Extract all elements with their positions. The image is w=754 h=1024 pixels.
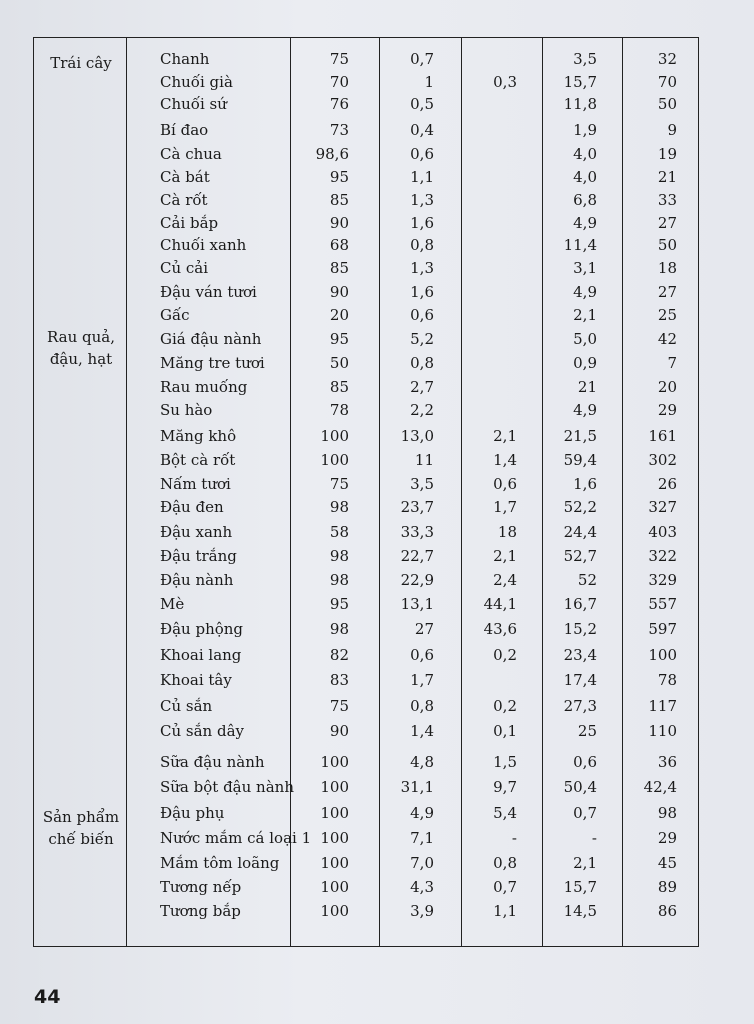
column-divider <box>126 38 127 946</box>
value-c4: 16,7 <box>563 595 597 613</box>
value-c4: 0,9 <box>573 354 597 372</box>
value-c4: 24,4 <box>563 523 597 541</box>
value-c4: 15,2 <box>563 620 597 638</box>
value-c2: 4,9 <box>410 804 434 822</box>
value-c5: 50 <box>657 236 677 254</box>
nutrition-table <box>33 37 699 947</box>
value-c5: 86 <box>657 902 677 920</box>
value-c5: 302 <box>648 451 677 469</box>
value-c3: 1,1 <box>493 902 517 920</box>
food-name: Bí đao <box>160 121 209 139</box>
value-c2: 0,8 <box>410 236 434 254</box>
value-c4: 4,9 <box>573 401 597 419</box>
value-c2: 0,6 <box>410 306 434 324</box>
value-c5: 597 <box>648 620 677 638</box>
value-c5: 36 <box>657 753 677 771</box>
value-c5: 89 <box>657 878 677 896</box>
group-label-line: chế biến <box>48 830 114 848</box>
value-c1: 70 <box>329 73 349 91</box>
value-c2: 1,6 <box>410 214 434 232</box>
food-name: Nước mắm cá loại 1 <box>160 829 312 847</box>
value-c5: 327 <box>648 498 677 516</box>
value-c5: 20 <box>657 378 677 396</box>
value-c3: 43,6 <box>483 620 517 638</box>
value-c1: 100 <box>320 902 349 920</box>
value-c5: 98 <box>657 804 677 822</box>
value-c4: 59,4 <box>563 451 597 469</box>
food-name: Củ sắn dây <box>160 722 244 740</box>
food-name: Sữa đậu nành <box>160 753 265 771</box>
value-c5: 26 <box>657 475 677 493</box>
value-c1: 98 <box>329 547 349 565</box>
value-c4: 4,9 <box>573 283 597 301</box>
value-c3: 1,7 <box>493 498 517 516</box>
value-c1: 50 <box>329 354 349 372</box>
value-c5: 117 <box>648 697 677 715</box>
value-c2: 33,3 <box>400 523 434 541</box>
value-c4: 50,4 <box>563 778 597 796</box>
value-c5: 19 <box>657 145 677 163</box>
food-name: Mắm tôm loãng <box>160 854 280 872</box>
value-c2: 0,7 <box>410 50 434 68</box>
value-c5: 45 <box>657 854 677 872</box>
value-c4: - <box>591 829 597 847</box>
value-c2: 1 <box>424 73 434 91</box>
value-c5: 78 <box>657 671 677 689</box>
value-c4: 21,5 <box>563 427 597 445</box>
value-c4: 4,0 <box>573 145 597 163</box>
value-c5: 27 <box>657 214 677 232</box>
value-c2: 22,7 <box>400 547 434 565</box>
value-c5: 50 <box>657 95 677 113</box>
value-c4: 3,5 <box>573 50 597 68</box>
value-c4: 1,6 <box>573 475 597 493</box>
food-name: Sữa bột đậu nành <box>160 778 294 796</box>
value-c2: 0,6 <box>410 145 434 163</box>
value-c1: 20 <box>329 306 349 324</box>
value-c4: 4,0 <box>573 168 597 186</box>
value-c2: 0,8 <box>410 697 434 715</box>
value-c5: 322 <box>648 547 677 565</box>
value-c2: 4,8 <box>410 753 434 771</box>
value-c1: 100 <box>320 778 349 796</box>
value-c1: 75 <box>329 475 349 493</box>
food-name: Cà bát <box>160 168 210 186</box>
value-c4: 14,5 <box>563 902 597 920</box>
food-name: Đậu ván tươi <box>160 283 257 301</box>
value-c3: 0,8 <box>493 854 517 872</box>
food-name: Nấm tươi <box>160 475 231 493</box>
value-c3: 1,4 <box>493 451 517 469</box>
food-name: Đậu xanh <box>160 523 233 541</box>
food-name: Chuối già <box>160 73 233 91</box>
value-c4: 11,8 <box>563 95 597 113</box>
value-c5: 33 <box>657 191 677 209</box>
value-c2: 27 <box>414 620 434 638</box>
food-name: Củ sắn <box>160 697 213 715</box>
value-c4: 2,1 <box>573 854 597 872</box>
food-name: Cà chua <box>160 145 222 163</box>
group-label-processed <box>36 806 126 850</box>
value-c5: 29 <box>657 829 677 847</box>
value-c1: 83 <box>329 671 349 689</box>
value-c1: 100 <box>320 427 349 445</box>
value-c1: 68 <box>329 236 349 254</box>
value-c3: 0,7 <box>493 878 517 896</box>
value-c5: 7 <box>667 354 677 372</box>
value-c3: - <box>511 829 517 847</box>
value-c5: 32 <box>657 50 677 68</box>
value-c2: 1,4 <box>410 722 434 740</box>
value-c3: 18 <box>497 523 517 541</box>
value-c5: 110 <box>648 722 677 740</box>
food-name: Đậu phụ <box>160 804 225 822</box>
value-c3: 2,1 <box>493 427 517 445</box>
value-c1: 95 <box>329 330 349 348</box>
food-name: Đậu phộng <box>160 620 244 638</box>
food-name: Su hào <box>160 401 213 419</box>
value-c2: 3,5 <box>410 475 434 493</box>
value-c2: 13,1 <box>400 595 434 613</box>
food-name: Giá đậu nành <box>160 330 262 348</box>
value-c2: 13,0 <box>400 427 434 445</box>
value-c2: 23,7 <box>400 498 434 516</box>
value-c3: 44,1 <box>483 595 517 613</box>
value-c1: 100 <box>320 804 349 822</box>
value-c3: 0,2 <box>493 646 517 664</box>
value-c2: 3,9 <box>410 902 434 920</box>
food-name: Rau muống <box>160 378 248 396</box>
value-c1: 90 <box>329 214 349 232</box>
food-name: Cà rốt <box>160 191 208 209</box>
food-name: Gấc <box>160 306 190 324</box>
value-c3: 2,1 <box>493 547 517 565</box>
value-c3: 9,7 <box>493 778 517 796</box>
group-label-fruit: Trái cây <box>50 54 112 72</box>
value-c3: 0,1 <box>493 722 517 740</box>
value-c1: 90 <box>329 283 349 301</box>
value-c4: 0,6 <box>573 753 597 771</box>
value-c5: 21 <box>657 168 677 186</box>
value-c5: 161 <box>648 427 677 445</box>
value-c1: 82 <box>329 646 349 664</box>
food-name: Cải bắp <box>160 214 219 232</box>
value-c2: 0,4 <box>410 121 434 139</box>
value-c5: 557 <box>648 595 677 613</box>
food-name: Tương bắp <box>160 902 241 920</box>
value-c2: 1,7 <box>410 671 434 689</box>
value-c1: 95 <box>329 168 349 186</box>
food-name: Đậu nành <box>160 571 234 589</box>
value-c5: 70 <box>657 73 677 91</box>
value-c1: 100 <box>320 451 349 469</box>
value-c1: 90 <box>329 722 349 740</box>
value-c1: 98 <box>329 620 349 638</box>
value-c4: 15,7 <box>563 73 597 91</box>
value-c1: 58 <box>329 523 349 541</box>
value-c4: 23,4 <box>563 646 597 664</box>
value-c5: 18 <box>657 259 677 277</box>
value-c1: 75 <box>329 50 349 68</box>
value-c1: 100 <box>320 753 349 771</box>
value-c2: 1,6 <box>410 283 434 301</box>
food-name: Chanh <box>160 50 210 68</box>
value-c4: 6,8 <box>573 191 597 209</box>
value-c2: 0,5 <box>410 95 434 113</box>
value-c1: 100 <box>320 854 349 872</box>
group-label-line: Rau quả, <box>47 328 115 346</box>
value-c4: 0,7 <box>573 804 597 822</box>
value-c4: 52,7 <box>563 547 597 565</box>
value-c2: 31,1 <box>400 778 434 796</box>
value-c1: 85 <box>329 191 349 209</box>
value-c4: 11,4 <box>563 236 597 254</box>
value-c4: 4,9 <box>573 214 597 232</box>
page-number: 44 <box>34 986 61 1008</box>
value-c1: 98 <box>329 571 349 589</box>
food-name: Chuối sứ <box>160 95 227 113</box>
value-c1: 98 <box>329 498 349 516</box>
value-c1: 75 <box>329 697 349 715</box>
food-name: Đậu đen <box>160 498 224 516</box>
value-c2: 7,1 <box>410 829 434 847</box>
value-c3: 5,4 <box>493 804 517 822</box>
food-name: Chuối xanh <box>160 236 247 254</box>
value-c1: 76 <box>329 95 349 113</box>
food-name: Măng khô <box>160 427 237 445</box>
value-c2: 2,7 <box>410 378 434 396</box>
value-c5: 42,4 <box>643 778 677 796</box>
food-name: Khoai lang <box>160 646 242 664</box>
value-c2: 1,1 <box>410 168 434 186</box>
value-c4: 15,7 <box>563 878 597 896</box>
value-c4: 1,9 <box>573 121 597 139</box>
value-c4: 2,1 <box>573 306 597 324</box>
value-c4: 25 <box>577 722 597 740</box>
value-c2: 11 <box>414 451 434 469</box>
value-c1: 95 <box>329 595 349 613</box>
value-c2: 4,3 <box>410 878 434 896</box>
value-c4: 17,4 <box>563 671 597 689</box>
food-name: Khoai tây <box>160 671 232 689</box>
value-c2: 2,2 <box>410 401 434 419</box>
value-c4: 27,3 <box>563 697 597 715</box>
value-c2: 1,3 <box>410 259 434 277</box>
value-c1: 85 <box>329 378 349 396</box>
group-label-line: đậu, hạt <box>49 350 113 368</box>
food-name: Củ cải <box>160 259 209 277</box>
food-name: Mè <box>160 595 185 613</box>
food-name: Bột cà rốt <box>160 451 236 469</box>
value-c5: 25 <box>657 306 677 324</box>
value-c2: 5,2 <box>410 330 434 348</box>
food-name: Tương nếp <box>160 878 242 896</box>
value-c5: 27 <box>657 283 677 301</box>
value-c1: 78 <box>329 401 349 419</box>
value-c1: 85 <box>329 259 349 277</box>
food-name: Măng tre tươi <box>160 354 265 372</box>
value-c4: 52 <box>577 571 597 589</box>
value-c2: 1,3 <box>410 191 434 209</box>
value-c1: 100 <box>320 829 349 847</box>
value-c4: 3,1 <box>573 259 597 277</box>
group-label-line: Sản phẩm <box>42 808 120 826</box>
value-c4: 5,0 <box>573 330 597 348</box>
value-c5: 9 <box>667 121 677 139</box>
value-c5: 42 <box>657 330 677 348</box>
value-c1: 98,6 <box>315 145 349 163</box>
value-c3: 2,4 <box>493 571 517 589</box>
value-c3: 0,6 <box>493 475 517 493</box>
value-c5: 29 <box>657 401 677 419</box>
value-c4: 52,2 <box>563 498 597 516</box>
value-c5: 100 <box>648 646 677 664</box>
value-c2: 0,8 <box>410 354 434 372</box>
value-c2: 0,6 <box>410 646 434 664</box>
value-c5: 329 <box>648 571 677 589</box>
value-c3: 0,2 <box>493 697 517 715</box>
value-c3: 1,5 <box>493 753 517 771</box>
value-c2: 7,0 <box>410 854 434 872</box>
value-c1: 73 <box>329 121 349 139</box>
food-name: Đậu trắng <box>160 547 237 565</box>
group-label-vegetables <box>36 326 126 370</box>
value-c4: 21 <box>577 378 597 396</box>
value-c2: 22,9 <box>400 571 434 589</box>
value-c1: 100 <box>320 878 349 896</box>
value-c5: 403 <box>648 523 677 541</box>
value-c3: 0,3 <box>493 73 517 91</box>
